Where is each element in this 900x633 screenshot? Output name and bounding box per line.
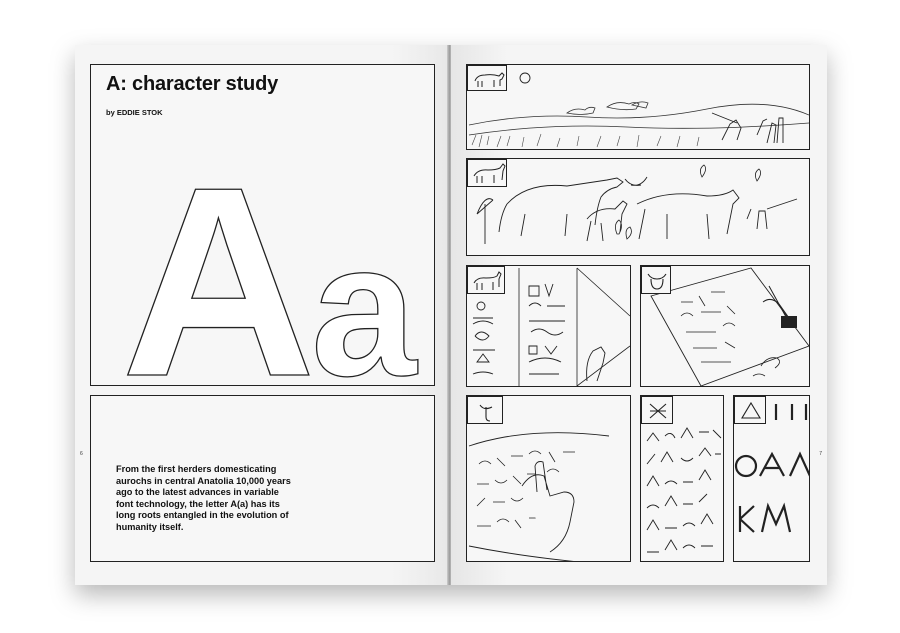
aleph-icon <box>468 397 504 425</box>
grassland-hunt-drawing <box>467 65 810 150</box>
ox-head-icon <box>642 267 672 295</box>
alpha-x-icon-inset <box>641 396 673 424</box>
glyph-uppercase-a: A <box>121 165 316 385</box>
alpha-x-icon <box>642 397 674 425</box>
intro-text-panel <box>90 395 435 562</box>
panel-cave-painting <box>466 158 810 256</box>
magazine-spread <box>75 45 827 585</box>
letter-a-outline-glyphs <box>121 165 431 385</box>
panel-grassland-hunt <box>466 64 810 150</box>
panel-greek-script <box>640 395 724 562</box>
left-page <box>75 45 448 585</box>
panel-hieroglyph-wall <box>466 265 631 387</box>
hieroglyph-ox-icon <box>468 267 506 295</box>
panel-modern-letters <box>733 395 810 562</box>
panel-clay-tablet-writing <box>640 265 810 387</box>
intro-paragraph: From the first herders domesticating aurochs in central Anatolia 10,000 years ago to the latest advances in variable font technology, the letter A(a) has its long roots entangled in the evolution of humanity itself. <box>116 464 291 532</box>
title-panel <box>90 64 435 386</box>
triangle-a-icon-inset <box>734 396 766 424</box>
cave-aurochs-icon-inset <box>467 159 507 187</box>
byline: by EDDIE STOK <box>106 108 163 117</box>
panel-phoenician-inscription <box>466 395 631 562</box>
cave-aurochs-icon <box>468 160 508 188</box>
page-number-right: 7 <box>819 451 822 457</box>
cave-painting-drawing <box>467 159 810 256</box>
glyph-lowercase-a: a <box>311 204 417 385</box>
triangle-a-icon <box>735 397 767 425</box>
right-page <box>451 45 827 585</box>
aleph-icon-inset <box>467 396 503 424</box>
aurochs-icon <box>468 66 508 92</box>
hieroglyph-ox-icon-inset <box>467 266 505 294</box>
page-number-left: 6 <box>80 451 83 457</box>
ox-head-icon-inset <box>641 266 671 294</box>
page-title: A: character study <box>106 73 279 95</box>
aurochs-icon-inset <box>467 65 507 91</box>
